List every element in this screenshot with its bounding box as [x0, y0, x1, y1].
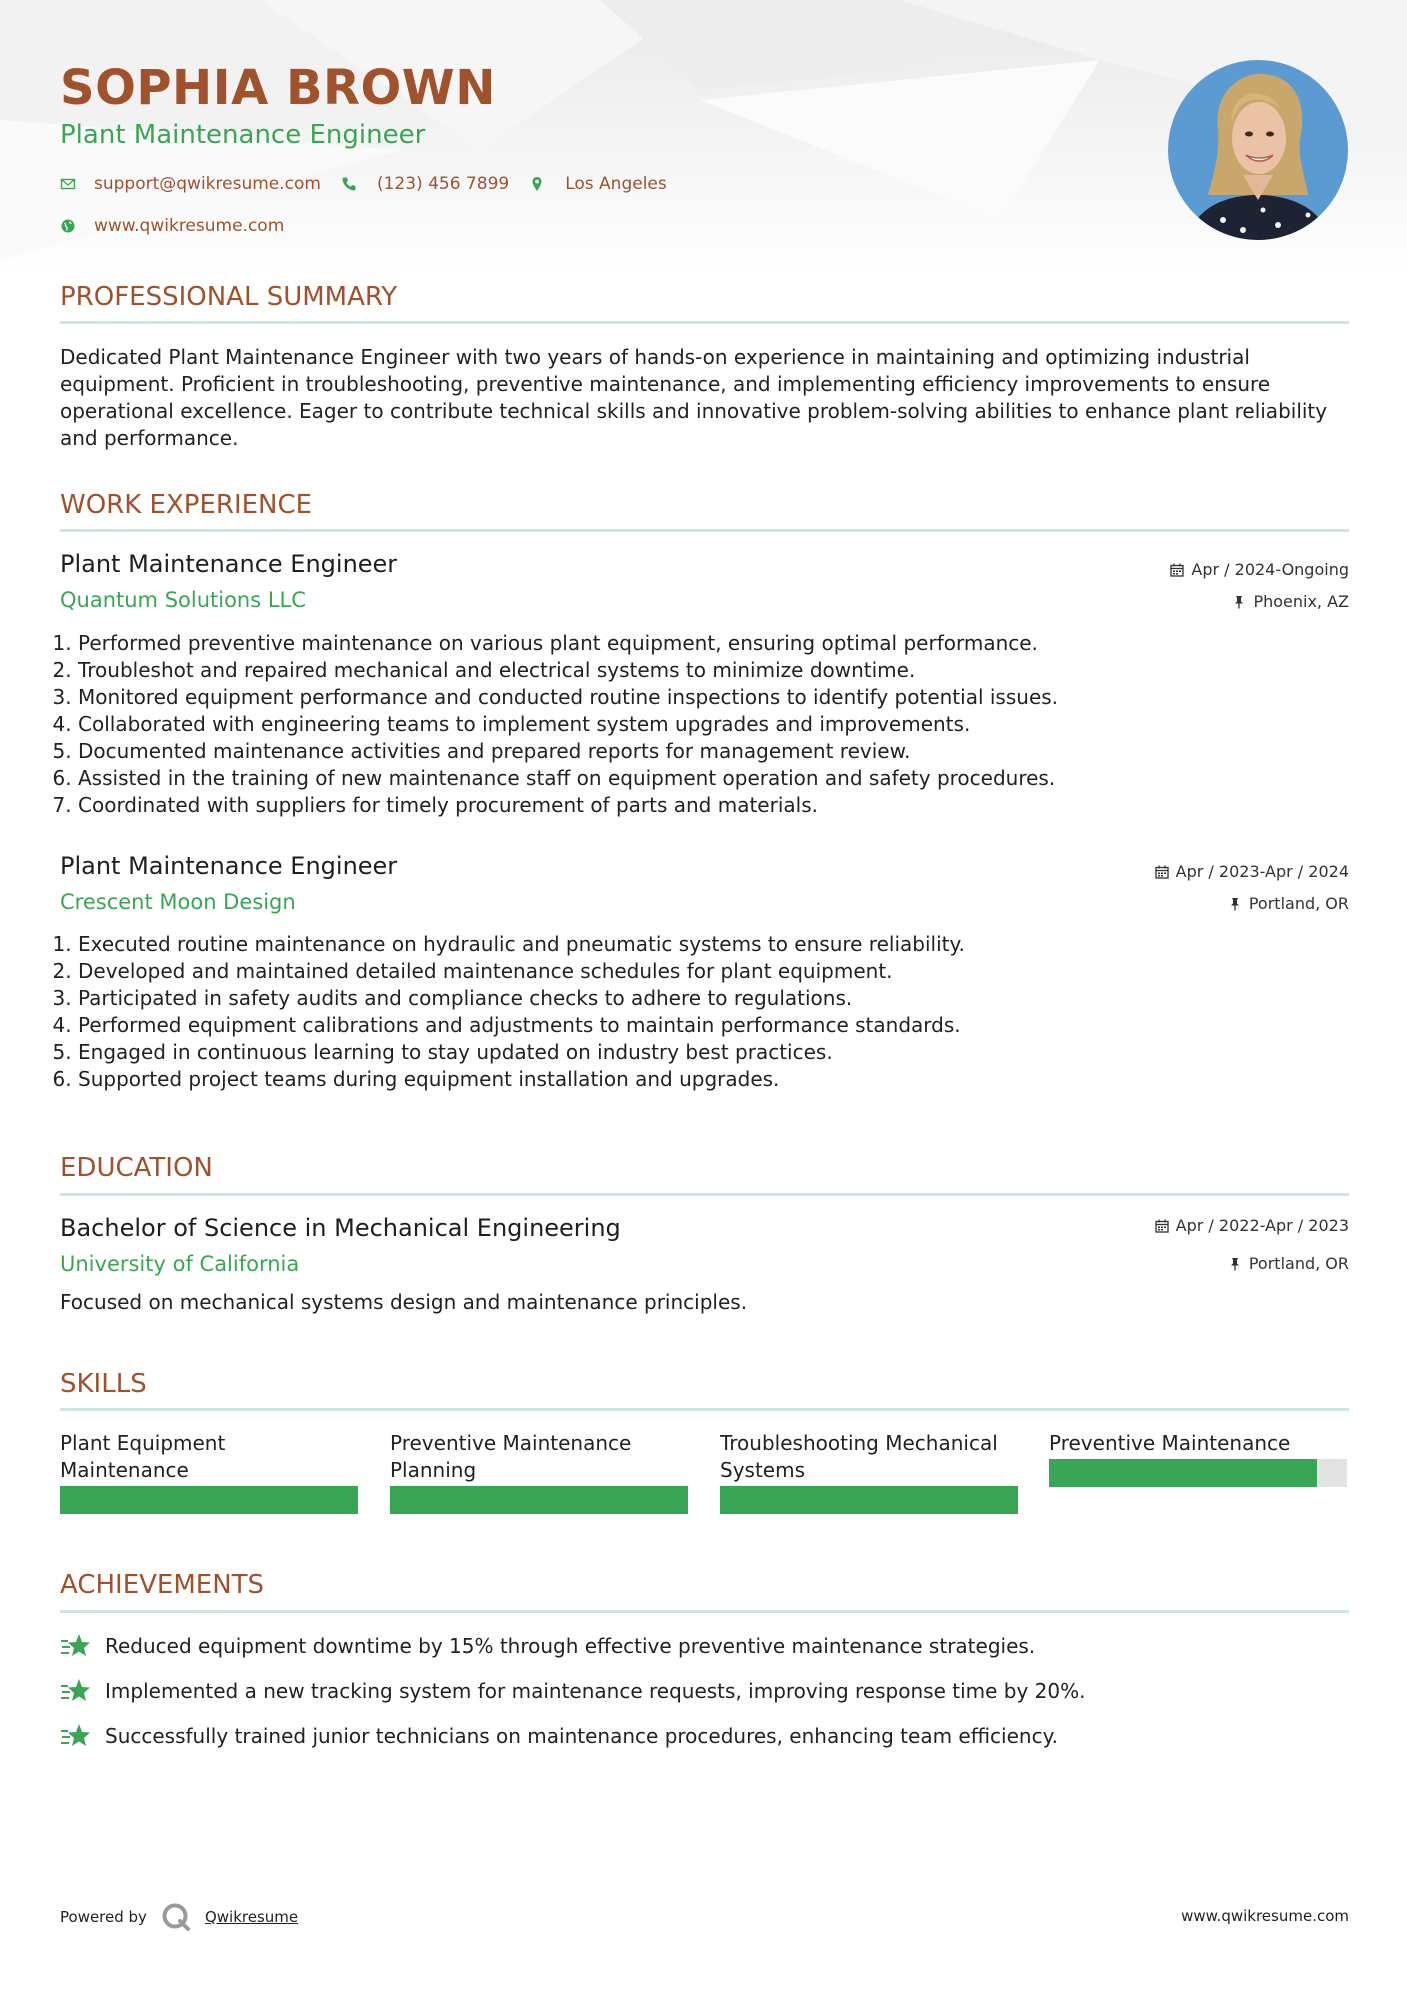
- job-location: [1228, 894, 1349, 913]
- website-link[interactable]: www.qwikresume.com: [94, 216, 285, 236]
- list-item: 4. Performed equipment calibrations and adjustments to maintain performance standards.: [78, 1012, 1358, 1039]
- list-item: 6. Supported project teams during equipment installation and upgrades.: [78, 1066, 1358, 1093]
- achievement-item: [60, 1632, 1035, 1660]
- powered-by-label: Powered by: [60, 1908, 147, 1926]
- job-location-text: Portland, OR: [1248, 894, 1349, 913]
- map-pin-icon: [529, 176, 545, 192]
- school-name: University of California: [60, 1252, 300, 1276]
- skill-label: Troubleshooting Mechanical Systems: [720, 1431, 998, 1482]
- list-item: 6. Assisted in the training of new maintenance staff on equipment operation and safety procedures.: [78, 765, 1358, 792]
- phone-icon: [341, 176, 357, 192]
- skill-level-fill: [720, 1486, 1018, 1514]
- job-dates: [1170, 560, 1349, 579]
- candidate-role: Plant Maintenance Engineer: [60, 120, 426, 150]
- skill-level-bar: [720, 1486, 1018, 1514]
- education-heading: EDUCATION: [60, 1153, 213, 1183]
- list-item: 3. Participated in safety audits and compliance checks to adhere to regulations.: [78, 985, 1358, 1012]
- job-dates-text: Apr / 2024-Ongoing: [1191, 560, 1349, 579]
- skill-item: [1049, 1430, 1347, 1487]
- candidate-name: SOPHIA BROWN: [60, 60, 496, 116]
- education-description: Focused on mechanical systems design and maintenance principles.: [60, 1290, 748, 1314]
- skill-level-bar: [1049, 1459, 1347, 1487]
- pushpin-icon: [1228, 1257, 1242, 1271]
- job-responsibilities: [0, 630, 1358, 819]
- achievement-text: Successfully trained junior technicians on maintenance procedures, enhancing team efficiency.: [105, 1724, 1058, 1748]
- star-icon: [60, 1632, 92, 1660]
- skill-label: Preventive Maintenance Planning: [390, 1431, 632, 1482]
- list-item: 5. Engaged in continuous learning to stay updated on industry best practices.: [78, 1039, 1358, 1066]
- summary-divider: [60, 321, 1349, 324]
- experience-heading: WORK EXPERIENCE: [60, 490, 313, 520]
- location-text: Los Angeles: [565, 174, 667, 194]
- education-divider: [60, 1193, 1349, 1196]
- envelope-icon: [60, 176, 76, 192]
- pushpin-icon: [1232, 595, 1246, 609]
- phone-number[interactable]: (123) 456 7899: [376, 174, 510, 194]
- website-row: [60, 216, 284, 236]
- education-dates-text: Apr / 2022-Apr / 2023: [1175, 1216, 1349, 1235]
- job-company: Quantum Solutions LLC: [60, 588, 306, 612]
- list-item: 3. Monitored equipment performance and conducted routine inspections to identify potential issues.: [78, 684, 1358, 711]
- footer-website-link[interactable]: www.qwikresume.com: [1181, 1907, 1349, 1925]
- achievements-heading: ACHIEVEMENTS: [60, 1570, 265, 1600]
- summary-text: Dedicated Plant Maintenance Engineer with two years of hands-on experience in maintaining and optimizing industrial equipment. Proficient in troubleshooting, preventive maintenance, and implementing efficiency improvements to ensure operational excellence. Eager to contribute technical skills and innovative problem-solving abilities to enhance plant reliability and performance.: [60, 345, 1328, 450]
- calendar-icon: [1155, 865, 1169, 879]
- pushpin-icon: [1228, 897, 1242, 911]
- list-item: 2. Troubleshot and repaired mechanical and electrical systems to minimize downtime.: [78, 657, 1358, 684]
- skill-level-fill: [1049, 1459, 1317, 1487]
- skills-heading: SKILLS: [60, 1369, 147, 1399]
- achievement-item: [60, 1677, 1085, 1705]
- job-dates: [1155, 862, 1349, 881]
- skill-item: [60, 1430, 358, 1514]
- globe-icon: [60, 218, 76, 234]
- list-item: 2. Developed and maintained detailed maintenance schedules for plant equipment.: [78, 958, 1358, 985]
- job-responsibilities: [0, 931, 1358, 1093]
- list-item: 7. Coordinated with suppliers for timely procurement of parts and materials.: [78, 792, 1358, 819]
- job-title: Plant Maintenance Engineer: [60, 550, 398, 578]
- list-item: 1. Executed routine maintenance on hydraulic and pneumatic systems to ensure reliability.: [78, 931, 1358, 958]
- star-icon: [60, 1722, 92, 1750]
- skill-level-fill: [390, 1486, 688, 1514]
- list-item: 5. Documented maintenance activities and prepared reports for management review.: [78, 738, 1358, 765]
- summary-heading: PROFESSIONAL SUMMARY: [60, 282, 398, 312]
- footer-brand-link[interactable]: Qwikresume: [204, 1908, 299, 1926]
- list-item: 1. Performed preventive maintenance on various plant equipment, ensuring optimal performance.: [78, 630, 1358, 657]
- education-location-text: Portland, OR: [1248, 1254, 1349, 1273]
- achievements-divider: [60, 1610, 1349, 1613]
- skill-item: [720, 1430, 1018, 1514]
- email-link[interactable]: support@qwikresume.com: [94, 174, 321, 194]
- achievement-text: Reduced equipment downtime by 15% through effective preventive maintenance strategies.: [105, 1634, 1036, 1658]
- skill-level-fill: [60, 1486, 358, 1514]
- job-dates-text: Apr / 2023-Apr / 2024: [1175, 862, 1349, 881]
- calendar-icon: [1170, 563, 1184, 577]
- skill-label: Preventive Maintenance: [1049, 1431, 1291, 1455]
- education-location: [1228, 1254, 1349, 1273]
- skill-level-bar: [390, 1486, 688, 1514]
- job-location: [1232, 592, 1349, 611]
- star-icon: [60, 1677, 92, 1705]
- degree-title: Bachelor of Science in Mechanical Engineering: [60, 1214, 621, 1242]
- contact-row: [60, 174, 667, 194]
- qwikresume-logo-icon: [161, 1902, 191, 1932]
- calendar-icon: [1155, 1219, 1169, 1233]
- education-dates: [1155, 1216, 1349, 1235]
- footer-powered-by: [60, 1902, 298, 1932]
- skill-label: Plant Equipment Maintenance: [60, 1431, 226, 1482]
- list-item: 4. Collaborated with engineering teams to implement system upgrades and improvements.: [78, 711, 1358, 738]
- achievement-item: [60, 1722, 1058, 1750]
- skill-level-bar: [60, 1486, 358, 1514]
- experience-divider: [60, 529, 1349, 532]
- job-location-text: Phoenix, AZ: [1253, 592, 1349, 611]
- job-title: Plant Maintenance Engineer: [60, 852, 398, 880]
- profile-photo: [1168, 60, 1348, 240]
- skill-item: [390, 1430, 688, 1514]
- achievement-text: Implemented a new tracking system for maintenance requests, improving response time by 20%.: [105, 1679, 1086, 1703]
- skills-divider: [60, 1408, 1349, 1411]
- job-company: Crescent Moon Design: [60, 890, 296, 914]
